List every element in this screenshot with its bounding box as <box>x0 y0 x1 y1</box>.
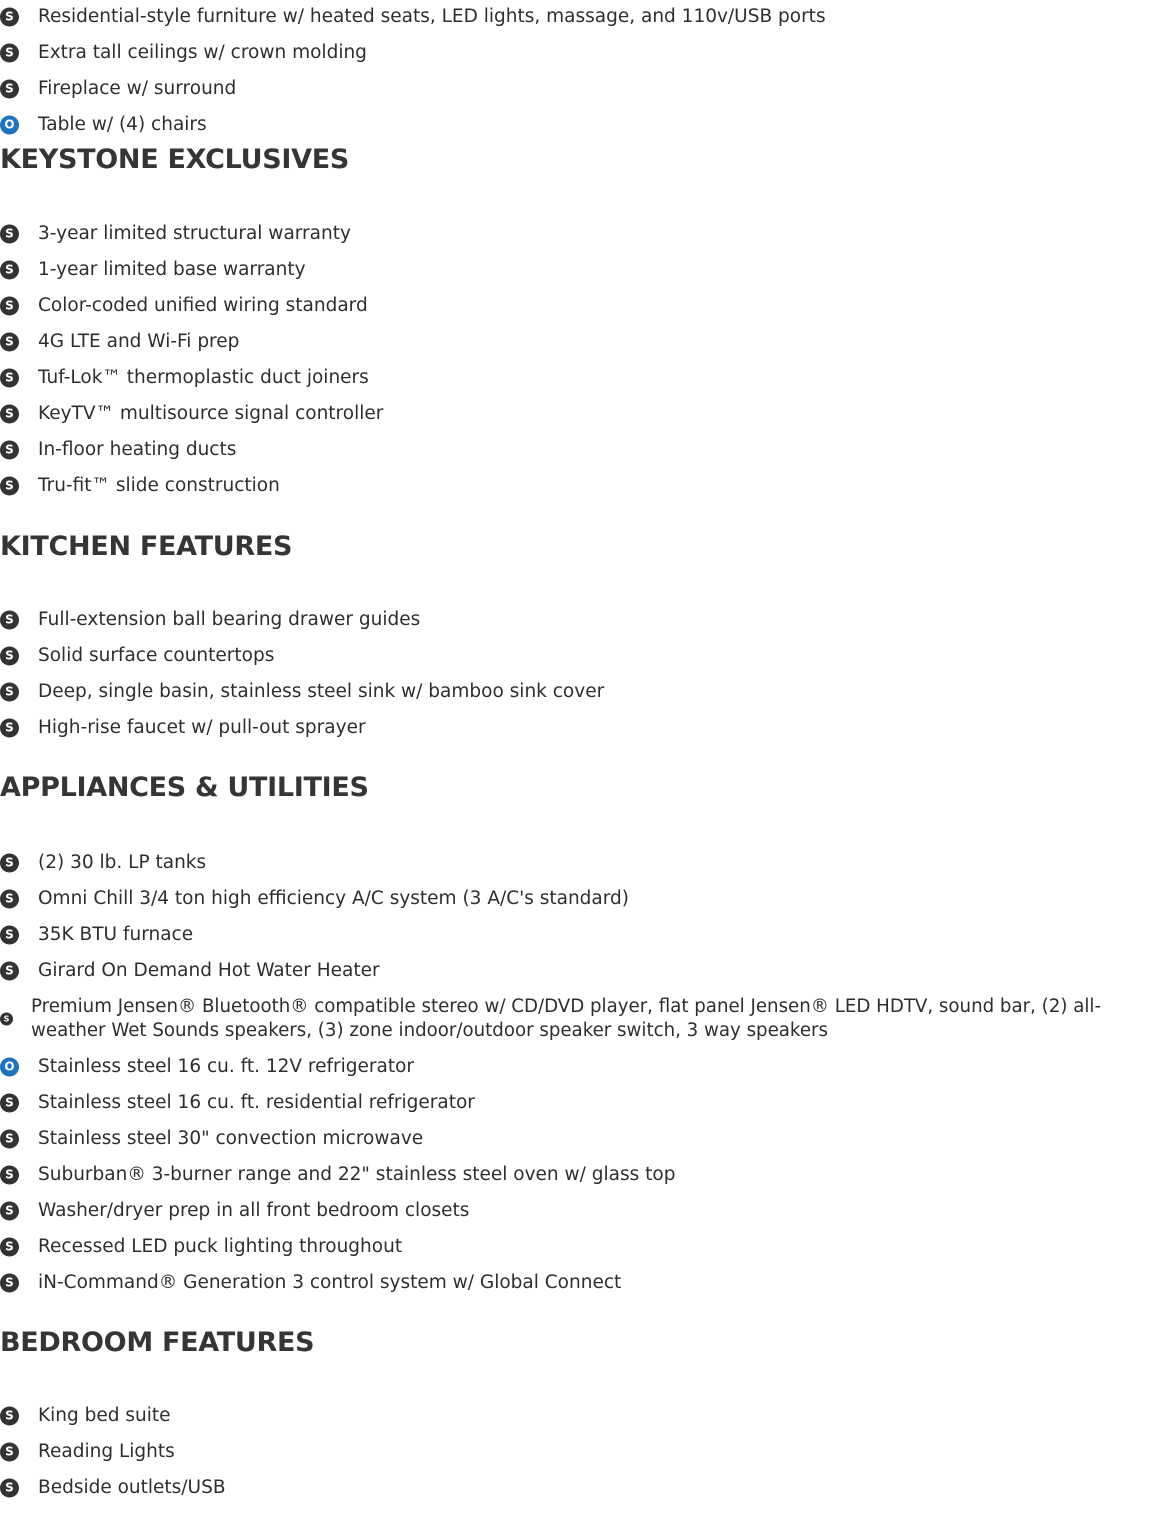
standard-badge: S <box>0 611 19 630</box>
standard-badge: S <box>0 477 19 496</box>
feature-label: 1-year limited base warranty <box>38 259 306 280</box>
optional-badge: O <box>0 1058 19 1077</box>
feature-label: Stainless steel 16 cu. ft. 12V refrigerator <box>38 1056 414 1077</box>
list-item <box>0 1269 1160 1297</box>
standard-badge: S <box>0 1013 13 1026</box>
section-heading: APPLIANCES & UTILITIES <box>0 772 369 803</box>
section-heading: BEDROOM FEATURES <box>0 1327 315 1358</box>
standard-badge: S <box>0 962 19 981</box>
list-item <box>0 3 1160 31</box>
list-item <box>0 220 1160 248</box>
list-item <box>0 1125 1160 1153</box>
list-item <box>0 849 1160 877</box>
feature-label: iN-Command® Generation 3 control system w/ Global Connect <box>38 1272 622 1293</box>
feature-label: Omni Chill 3/4 ton high efficiency A/C system (3 A/C's standard) <box>38 888 630 909</box>
list-item <box>0 328 1160 356</box>
feature-label: (2) 30 lb. LP tanks <box>38 852 207 873</box>
list-item <box>0 957 1160 985</box>
list-item <box>0 436 1160 464</box>
feature-label: Stainless steel 30" convection microwave <box>38 1128 424 1149</box>
list-item <box>0 364 1160 392</box>
section-heading: KITCHEN FEATURES <box>0 531 293 562</box>
standard-badge: S <box>0 1443 19 1462</box>
feature-label: Tuf-Lok™ thermoplastic duct joiners <box>38 367 369 388</box>
section-heading: KEYSTONE EXCLUSIVES <box>0 144 350 175</box>
standard-badge: S <box>0 1094 19 1113</box>
list-item <box>0 1161 1160 1189</box>
list-item <box>0 400 1160 428</box>
standard-badge: S <box>0 890 19 909</box>
standard-badge: S <box>0 369 19 388</box>
feature-label: High-rise faucet w/ pull-out sprayer <box>38 717 366 738</box>
list-item <box>0 256 1160 284</box>
feature-label: Tru-fit™ slide construction <box>38 475 280 496</box>
feature-label: Residential-style furniture w/ heated seats, LED lights, massage, and 110v/USB ports <box>38 6 826 27</box>
list-item <box>0 292 1160 320</box>
list-item <box>0 472 1160 500</box>
standard-badge: S <box>0 1166 19 1185</box>
list-item <box>0 1233 1160 1261</box>
feature-label: Extra tall ceilings w/ crown molding <box>38 42 367 63</box>
feature-label: Stainless steel 16 cu. ft. residential refrigerator <box>38 1092 475 1113</box>
list-item <box>0 39 1160 67</box>
optional-badge: O <box>0 116 19 135</box>
feature-label: Full-extension ball bearing drawer guides <box>38 609 421 630</box>
feature-label: Color-coded unified wiring standard <box>38 295 368 316</box>
feature-label: Bedside outlets/USB <box>38 1477 226 1498</box>
list-item <box>0 921 1160 949</box>
feature-label: Fireplace w/ surround <box>38 78 237 99</box>
feature-label: Suburban® 3-burner range and 22" stainless steel oven w/ glass top <box>38 1164 676 1185</box>
feature-label: King bed suite <box>38 1405 171 1426</box>
standard-badge: S <box>0 854 19 873</box>
standard-badge: S <box>0 44 19 63</box>
list-item <box>0 993 1160 1045</box>
feature-label: Girard On Demand Hot Water Heater <box>38 960 380 981</box>
list-item <box>0 1474 1160 1502</box>
list-item <box>0 1402 1160 1430</box>
standard-badge: S <box>0 261 19 280</box>
feature-label: KeyTV™ multisource signal controller <box>38 403 384 424</box>
standard-badge: S <box>0 1479 19 1498</box>
feature-label: 4G LTE and Wi-Fi prep <box>38 331 240 352</box>
standard-badge: S <box>0 1274 19 1293</box>
standard-badge: S <box>0 1238 19 1257</box>
list-item <box>0 1089 1160 1117</box>
list-item <box>0 75 1160 103</box>
list-item <box>0 1197 1160 1225</box>
standard-badge: S <box>0 333 19 352</box>
standard-badge: S <box>0 297 19 316</box>
list-item <box>0 642 1160 670</box>
list-item <box>0 678 1160 706</box>
feature-label: Deep, single basin, stainless steel sink w/ bamboo sink cover <box>38 681 605 702</box>
feature-label: Washer/dryer prep in all front bedroom closets <box>38 1200 470 1221</box>
feature-label: Reading Lights <box>38 1441 175 1462</box>
feature-label: Recessed LED puck lighting throughout <box>38 1236 403 1257</box>
list-item <box>0 606 1160 634</box>
feature-label: Solid surface countertops <box>38 645 275 666</box>
feature-label: In-floor heating ducts <box>38 439 237 460</box>
list-item <box>0 111 1160 139</box>
list-item <box>0 714 1160 742</box>
feature-label: 35K BTU furnace <box>38 924 194 945</box>
standard-badge: S <box>0 683 19 702</box>
list-item <box>0 885 1160 913</box>
list-item <box>0 1438 1160 1466</box>
standard-badge: S <box>0 647 19 666</box>
standard-badge: S <box>0 719 19 738</box>
feature-label: 3-year limited structural warranty <box>38 223 351 244</box>
standard-badge: S <box>0 1130 19 1149</box>
standard-badge: S <box>0 225 19 244</box>
standard-badge: S <box>0 405 19 424</box>
list-item <box>0 1053 1160 1081</box>
standard-badge: S <box>0 441 19 460</box>
standard-badge: S <box>0 926 19 945</box>
standard-badge: S <box>0 1407 19 1426</box>
feature-label: Premium Jensen® Bluetooth® compatible stereo w/ CD/DVD player, flat panel Jensen® LED HDTV, sound bar, (2) all-weather Wet Sounds speakers, (3) zone indoor/outdoor speaker switch, 3 way speakers <box>31 996 1102 1041</box>
standard-badge: S <box>0 1202 19 1221</box>
feature-label: Table w/ (4) chairs <box>38 114 207 135</box>
standard-badge: S <box>0 8 19 27</box>
standard-badge: S <box>0 80 19 99</box>
